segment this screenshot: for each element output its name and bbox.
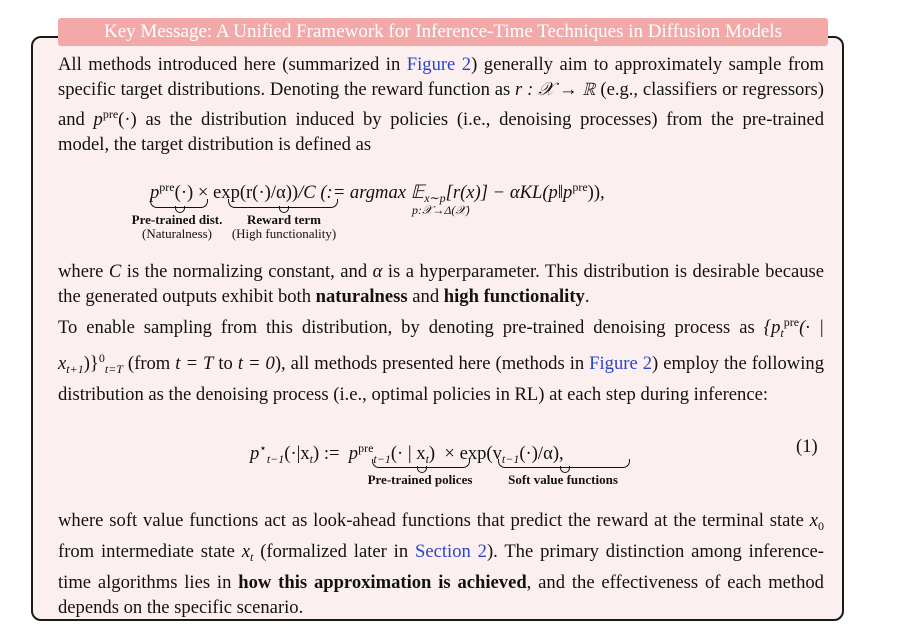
figure-2-link-2[interactable]: Figure 2 bbox=[589, 353, 653, 374]
reward-term-brace bbox=[228, 199, 338, 208]
paragraph-denoising: To enable sampling from this distribution, by denoting pre-trained denoising process as {$p_t^{pre}(\cdot$ | $x_{t+1})\}^0_{t=T}$ (from t = T to t = 0), all methods presented here (methods in Figure 2) employ the following distribution as the denoising process (i.e., optimal policies in RL) at each step during inference: bbox=[58, 315, 824, 405]
optimal-policy-equation: $p^⋆_{t-1}(\cdot|x_t)$ := $p^{pre}_{t-1}(\cdot$ | $x_t) \times \exp(v_{t-1}(\cdot)/\alpha)$, bbox=[250, 441, 564, 466]
reward-function-math: r : 𝒳 → ℝ bbox=[515, 79, 596, 100]
pretrained-policies-brace bbox=[372, 459, 470, 468]
pretrained-policies-label: Pre-trained polices bbox=[367, 472, 473, 487]
paragraph-soft-value: where soft value functions act as look-ahead functions that predict the reward at the terminal state $x_0$ from intermediate state $x_t$ (formalized later in Section 2). The primary distinction among inference-time algorithms lies in how this approximation is achieved, and the effectiveness of each method depends on the specific scenario. bbox=[58, 510, 824, 618]
key-message-title: Key Message: A Unified Framework for Inference-Time Techniques in Diffusion Models bbox=[58, 18, 828, 46]
target-distribution-equation: $p^{pre}(\cdot) \times \exp(r(\cdot)/\alpha))/C$ (:= argmax 𝔼$_{x\sim p}$[r(x)] − $\alpha KL(p‖p^{pre})$), bbox=[150, 180, 605, 205]
figure-2-link[interactable]: Figure 2 bbox=[406, 54, 472, 75]
soft-value-brace bbox=[498, 459, 630, 468]
section-2-link[interactable]: Section 2 bbox=[415, 541, 487, 562]
reward-term-label: Reward term (High functionality) bbox=[231, 212, 337, 241]
paragraph-normalizing: where C is the normalizing constant, and α is a hyperparameter. This distribution is desirable because the generated outputs exhibit both naturalness and high functionality. bbox=[58, 261, 824, 307]
pretrained-dist-label: Pre-trained dist. (Naturalness) bbox=[131, 212, 223, 241]
soft-value-label: Soft value functions bbox=[508, 472, 618, 487]
pretrained-dist-brace bbox=[150, 199, 208, 208]
paragraph-intro: All methods introduced here (summarized in Figure 2) generally aim to approximately sample from specific target distributions. Denoting the reward function as r : 𝒳 → ℝ (e.g., classifiers or regressors) and $p^{pre}(\cdot)$ as the distribution induced by policies (i.e., denoising processes) from the pre-trained model, the target distribution is defined as bbox=[58, 54, 825, 155]
argmax-subscript: p:𝒳→Δ(𝒳) bbox=[412, 203, 470, 217]
equation-number: (1) bbox=[796, 436, 818, 457]
